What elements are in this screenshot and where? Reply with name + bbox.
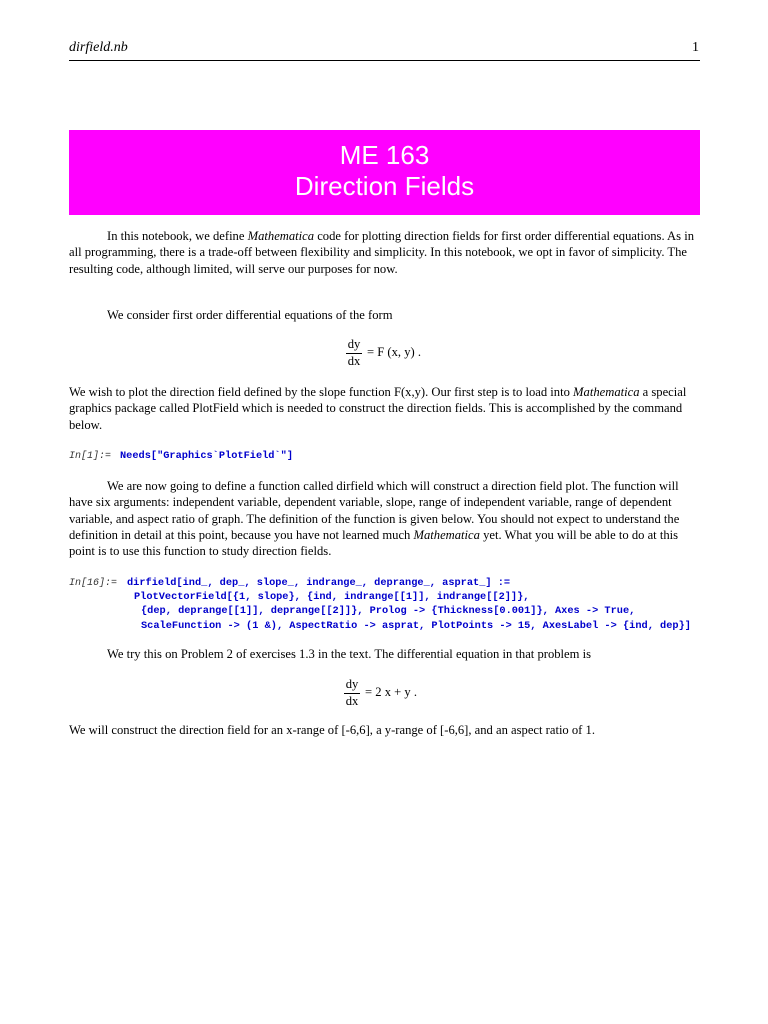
try-paragraph: We try this on Problem 2 of exercises 1.3 in the text. The differential equation in that problem is xyxy=(107,647,591,661)
eq2-denominator: dx xyxy=(345,694,359,708)
cell16-code-line: PlotVectorField[{1, slope}, {ind, indrange[[1]], indrange[[2]]}, xyxy=(134,591,530,603)
wish-text-1: We wish to plot the direction field defined by the slope function F(x,y). Our first step is to load into xyxy=(69,385,574,399)
intro-mathematica: Mathematica xyxy=(247,229,315,243)
eq1-numerator: dy xyxy=(347,337,361,351)
cell1-code[interactable]: Needs["Graphics`PlotField`"] xyxy=(120,450,294,462)
eq2-numerator: dy xyxy=(345,677,359,691)
construct-paragraph: We will construct the direction field for an x-range of [-6,6], a y-range of [-6,6], and an aspect ratio of 1. xyxy=(69,723,595,737)
wish-mathematica: Mathematica xyxy=(573,385,640,399)
cell16-label: In[16]:= xyxy=(69,578,118,589)
intro-paragraph xyxy=(69,228,694,277)
wish-paragraph xyxy=(69,384,694,433)
wish-text-2: a special graphics package called PlotField which is needed to construct the direction fields. This is accomplished by the command below. xyxy=(69,385,687,432)
header-filename: dirfield.nb xyxy=(69,40,128,55)
cell1-label: In[1]:= xyxy=(69,451,112,462)
define-paragraph xyxy=(69,478,694,559)
intro-text-1: In this notebook, we define xyxy=(107,229,248,243)
header-page-number: 1 xyxy=(692,40,699,55)
eq1-denominator: dx xyxy=(347,354,361,368)
title-banner xyxy=(69,130,700,215)
consider-paragraph: We consider first order differential equations of the form xyxy=(107,308,393,322)
define-text-1: We are now going to define a function called dirfield which will construct a direction field plot. The function will have six arguments: independent variable, dependent variable, slope, range of independent variable, range of dependent variable, and aspect ratio of graph. The definition of the function is given below. You should not expect to understand the definition in detail at this point, because you have not learned much xyxy=(69,479,680,542)
cell16-code-line: ScaleFunction -> (1 &), AspectRatio -> asprat, PlotPoints -> 15, AxesLabel -> {ind, dep}] xyxy=(141,620,691,632)
eq1-right-side: = F (x, y) . xyxy=(367,345,421,359)
cell16-code-line: dirfield[ind_, dep_, slope_, indrange_, deprange_, asprat_] := xyxy=(127,577,511,589)
eq2-right-side: = 2 x + y . xyxy=(365,685,417,699)
intro-text-2: code for plotting direction fields for first order differential equations. As in all programming, there is a trade-off between flexibility and simplicity. In this notebook, we opt in favor of simplicity. The resulting code, although limited, will serve our purposes for now. xyxy=(69,229,694,276)
page-header xyxy=(69,38,700,61)
define-text-2: yet. What you will be able to do at this point is to use this function to study direction fields. xyxy=(69,527,679,559)
cell16-code-line: {dep, deprange[[1]], deprange[[2]]}, Prolog -> {Thickness[0.001]}, Axes -> True, xyxy=(141,605,636,617)
define-mathematica: Mathematica xyxy=(413,527,480,542)
title-topic: Direction Fields xyxy=(294,171,475,201)
title-course: ME 163 xyxy=(339,140,430,170)
